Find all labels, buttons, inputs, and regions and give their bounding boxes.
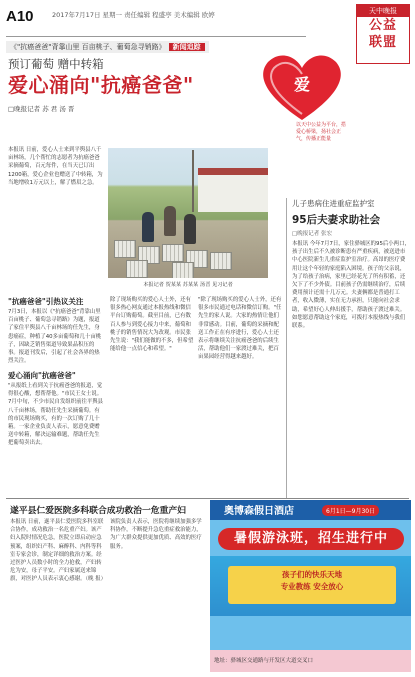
body-column-2: "从报纸上看到关于抗癌爸爸的报道，觉得很心酸，想帮帮他。"市民王女士说。7月中旬，不少市民自发组织前往平舆县八千亩林场，帮助任先生采摘葡萄。有的市民现场购买，有的一次订购了几十箱。一家企业负责人表示，愿意免费赠送中转箱，解决运输难题，帮助任先生把葡萄卖出去。 <box>8 383 104 447</box>
page-header <box>0 0 415 38</box>
charity-heart-logo <box>252 44 352 126</box>
ad-slogan-1: 孩子们的快乐天地 <box>282 570 342 579</box>
ad-headline: 暑假游泳班，招生进行中 <box>218 528 404 550</box>
bottom-story-title: 遂平县仁爱医院多科联合成功救治一危重产妇 <box>10 506 186 516</box>
article-subtitle: 预订葡萄 赠中转箱 <box>8 57 104 71</box>
kicker-text: 《"抗癌爸爸"背靠山里 百亩桃子、葡萄急寻销路》 <box>10 43 166 51</box>
section-subhead-1: "抗癌爸爸"引热议关注 <box>8 297 84 306</box>
column-logo <box>356 4 410 64</box>
kicker-tag: 新闻追踪 <box>169 43 205 51</box>
photo-caption: 本报记者 贺某某 苏某某 汤晋 见习记者 <box>143 282 233 288</box>
photo-person <box>164 206 176 236</box>
ad-slogan-2: 专业教练 安全放心 <box>280 582 344 591</box>
page-number: A10 <box>6 8 34 25</box>
article-headline: 爱心涌向"抗癌爸爸" <box>8 73 194 97</box>
side-story-kicker: 儿子患病住进重症监护室 <box>292 199 375 208</box>
ad-dates: 6月1日—9月30日 <box>322 505 379 516</box>
side-story-byline: □晚报记者 张宏 <box>292 231 332 237</box>
heart-icon <box>252 44 352 126</box>
edition-meta: 2017年7月17日 星期一 责任编辑 程盛亭 美术编辑 欧婷 <box>52 11 215 19</box>
side-story-title: 95后夫妻求助社会 <box>292 214 381 226</box>
lead-paragraph: 本报讯 日前，爱心人士来到平舆县八千亩林场，几个帮忙的志愿者为抗癌爸爸采摘葡萄，百元每件，在当天已订出1200箱，爱心企业也赠送了中转箱，为当地增收1万元以上，解了燃眉之急。 <box>8 147 103 186</box>
photo-house <box>198 168 268 212</box>
photo-person <box>184 214 196 244</box>
header-divider <box>6 36 306 37</box>
column-divider <box>286 198 287 498</box>
ad-brand: 奥博森假日酒店 <box>224 506 294 517</box>
bottom-divider <box>6 498 409 499</box>
charity-slogan: 以天中公益为平台，搭爱心桥梁，扬社会正气，传播正能量 <box>296 122 347 142</box>
body-column-1: 7月3日，本报以《"抗癌爸爸"背靠山里 百亩桃子、葡萄急寻销路》为题，报道了家住平舆县八千亩林场的任先生，身患癌症，种植了40多亩葡萄和几十亩桃子，因缺乏销售渠道导致果品积压的事。报道刊发后，引起了社会各界的热烈关注。 <box>8 309 102 365</box>
logo-line-2: 联盟 <box>368 35 397 50</box>
bottom-story-body-2: 该院负责人表示，医院将继续加强多学科协作，不断提升急危重症救治能力，为广大群众提供更加优质、高效的医疗服务。 <box>110 519 202 550</box>
bottom-story-body: 本报讯 日前，遂平县仁爱医院多科室联合协作，成功救治一名危重产妇。该产妇入院时情况危急，医院立即启动应急预案，组织妇产科、麻醉科、内科等科室专家会诊，制定详细的救治方案。经过医护人员数小时的全力抢救，产妇转危为安，母子平安。产妇家属送来锦旗，对医护人员表示衷心感谢。（晚 报） <box>10 519 106 583</box>
side-story-body: 本报讯 今年7月7日，家住驿城区的95后小两口，孩子出生后不久被诊断患有严重疾病，被送进市中心医院新生儿重症监护室治疗。高昂的医疗费用让这个年轻的家庭陷入困境。孩子的父亲说，为了给孩子治病，家里已经花光了所有积蓄，还欠下了不少外债。目前孩子仍需继续治疗，后续费用预计还需十几万元。夫妻俩都是普通打工者，收入微薄，实在无力承担，只能向社会求助，希望好心人伸出援手，帮助孩子渡过难关。如您愿意帮助这个家庭，可拨打本报热线与我们联系。 <box>292 241 410 330</box>
body-column-3: 除了现场购买的爱心人士外，还有很多热心网友通过本报热线和微信平台订购葡萄。截至目前，已有数百人参与到爱心接力中来，葡萄和桃子的销售情况大为改观。市民张先生说："我们能做的不多，但希望能给他一点信心和希望。" <box>110 297 194 353</box>
ad-slogan-box <box>228 566 396 604</box>
logo-line-1: 公益 <box>368 18 397 33</box>
ad-address: 地址：驿城区交通路与开发区大道交叉口 <box>210 650 411 672</box>
svg-text:爱: 爱 <box>293 75 311 94</box>
section-subhead-2: 爱心涌向"抗癌爸爸" <box>8 371 76 380</box>
article-byline: □晚报记者 苏 君 汤 晋 <box>8 105 75 113</box>
news-photo <box>108 148 268 278</box>
advertisement[interactable] <box>210 500 411 672</box>
body-column-4: "除了现场购买的爱心人士外，还有很多市民通过电话和微信订购。"任先生的家人说。大家的热情让他们非常感动。目前，葡萄的采摘和配送工作正在有序进行，爱心人士还表示将继续关注抗癌爸爸的后续生活，帮助他们一家渡过难关，把百亩果园经营得越来越好。 <box>198 297 282 361</box>
logo-paper-name: 天中晚报 <box>357 5 409 17</box>
follow-up-kicker <box>6 41 209 53</box>
photo-person <box>142 212 154 242</box>
